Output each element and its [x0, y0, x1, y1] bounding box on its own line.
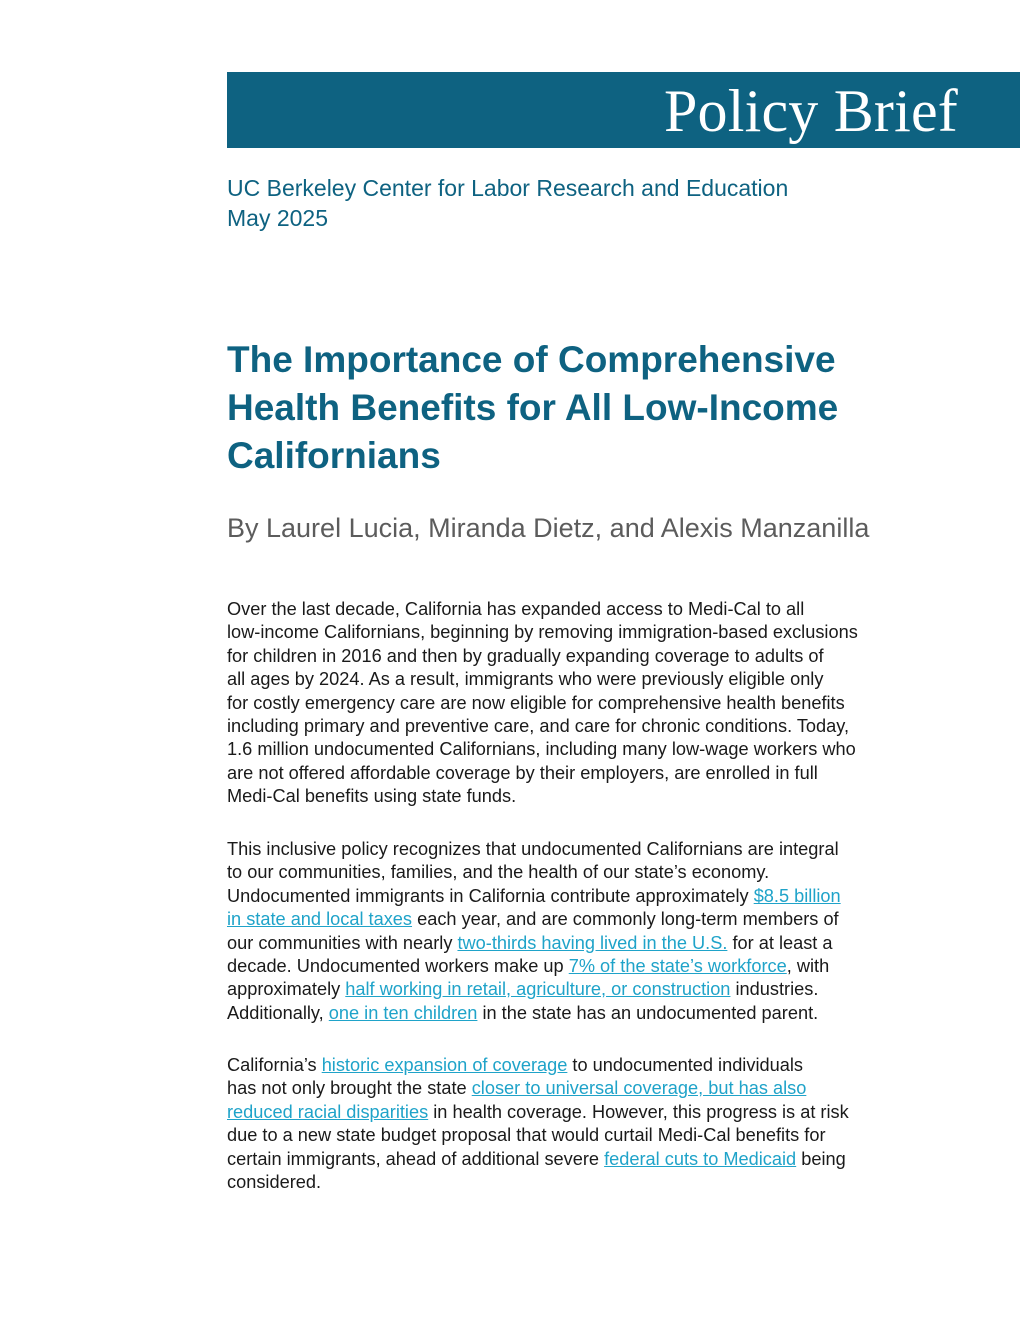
link-racial-disparities[interactable]: reduced racial disparities [227, 1101, 429, 1122]
text-line [227, 908, 947, 931]
title-line: The Importance of Comprehensive [227, 339, 836, 380]
text-line [227, 1002, 947, 1025]
text-line: for costly emergency care are now eligible for comprehensive health benefits [227, 692, 845, 713]
text-span: , with [786, 955, 830, 976]
link-two-thirds[interactable]: two-thirds having lived in the U.S. [457, 932, 728, 953]
text-line: including primary and preventive care, and care for chronic conditions. Today, [227, 715, 850, 736]
text-line [227, 955, 947, 978]
author-byline: By Laurel Lucia, Miranda Dietz, and Alexis Manzanilla [227, 513, 870, 543]
banner-title: Policy Brief [663, 78, 958, 144]
text-span: Undocumented immigrants in California contribute approximately [227, 885, 754, 906]
link-taxes[interactable]: $8.5 billion [753, 885, 841, 906]
link-workforce[interactable]: 7% of the state’s workforce [568, 955, 787, 976]
link-children[interactable]: one in ten children [328, 1002, 478, 1023]
text-line: considered. [227, 1171, 322, 1192]
link-taxes-continued[interactable]: in state and local taxes [227, 909, 413, 930]
text-line: all ages by 2024. As a result, immigrants who were previously eligible only [227, 669, 824, 690]
publication-date: May 2025 [227, 205, 329, 231]
text-span: in the state has an undocumented parent. [477, 1002, 819, 1023]
link-federal-cuts[interactable]: federal cuts to Medicaid [604, 1148, 797, 1169]
text-span: certain immigrants, ahead of additional severe [227, 1148, 605, 1169]
text-line [227, 1077, 947, 1100]
text-line: are not offered affordable coverage by their employers, are enrolled in full [227, 762, 818, 783]
organization-block [227, 173, 788, 233]
text-span: being [796, 1148, 846, 1169]
text-line [227, 932, 947, 955]
organization-name: UC Berkeley Center for Labor Research and Education [227, 175, 789, 201]
paragraph-inclusive-policy [227, 838, 947, 1025]
text-span: in health coverage. However, this progress is at risk [428, 1101, 849, 1122]
text-line: Over the last decade, California has expanded access to Medi-Cal to all [227, 599, 805, 619]
paragraph-historic-expansion [227, 1054, 947, 1194]
text-span: approximately [227, 979, 346, 1000]
text-line [227, 1148, 947, 1171]
paragraph-intro [227, 598, 947, 809]
document-title [227, 336, 947, 480]
text-line: for children in 2016 and then by gradually expanding coverage to adults of [227, 645, 824, 666]
text-span: decade. Undocumented workers make up [227, 955, 569, 976]
text-line: due to a new state budget proposal that would curtail Medi-Cal benefits for [227, 1125, 826, 1146]
text-line: to our communities, families, and the health of our state’s economy. [227, 862, 770, 883]
title-line: Californians [227, 435, 441, 476]
text-span: our communities with nearly [227, 932, 458, 953]
text-span: has not only brought the state [227, 1078, 472, 1099]
text-span: for at least a [727, 932, 833, 953]
link-universal-coverage[interactable]: closer to universal coverage, but has also [471, 1078, 807, 1099]
text-span: Additionally, [227, 1002, 329, 1023]
text-line [227, 885, 947, 908]
text-line [227, 1101, 947, 1124]
text-line [227, 1054, 947, 1077]
text-line: 1.6 million undocumented Californians, including many low-wage workers who [227, 739, 856, 760]
text-span: to undocumented individuals [567, 1055, 803, 1075]
link-industries[interactable]: half working in retail, agriculture, or construction [345, 979, 731, 1000]
title-line: Health Benefits for All Low-Income [227, 387, 839, 428]
policy-brief-banner [227, 72, 1020, 148]
text-line: This inclusive policy recognizes that undocumented Californians are integral [227, 839, 839, 859]
text-span: each year, and are commonly long-term members of [412, 909, 839, 930]
text-line: Medi-Cal benefits using state funds. [227, 786, 517, 807]
link-historic-expansion[interactable]: historic expansion of coverage [321, 1055, 568, 1075]
text-span: California’s [227, 1055, 322, 1075]
text-line: low-income Californians, beginning by removing immigration-based exclusions [227, 622, 858, 643]
text-line [227, 978, 947, 1001]
text-span: industries. [730, 979, 819, 1000]
